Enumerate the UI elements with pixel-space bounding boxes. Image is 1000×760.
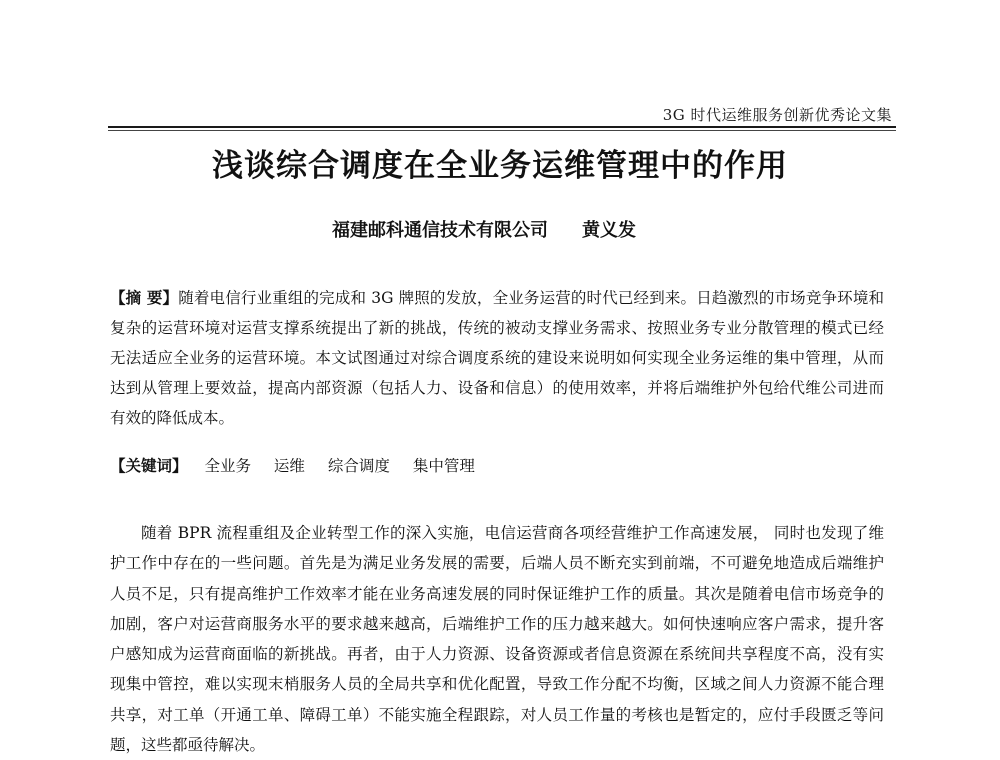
abstract-text: 随着电信行业重组的完成和 3G 牌照的发放，全业务运营的时代已经到来。日趋激烈的市场竞争环境和复杂的运营环境对运营支撑系统提出了新的挑战，传统的被动支撑业务需求、按照业务专业分散管理的模式已经无法适应全业务的运营环境。本文试图通过对综合调度系统的建设来说明如何实现全业务运维的集中管理，从而达到从管理上要效益，提高内部资源（包括人力、设备和信息）的使用效率，并将后端维护外包给代维公司进而有效的降低成本。 <box>110 289 884 427</box>
keyword: 集中管理 <box>412 457 475 475</box>
byline <box>332 216 636 242</box>
header-rule <box>108 126 896 128</box>
keyword: 全业务 <box>204 457 251 475</box>
author: 黄义发 <box>582 220 636 241</box>
running-header: 3G 时代运维服务创新优秀论文集 <box>662 106 892 124</box>
keywords-label: 【关键词】 <box>110 456 188 475</box>
header-rule-thin <box>108 130 896 131</box>
keyword: 综合调度 <box>327 457 390 475</box>
article-title: 浅谈综合调度在全业务运维管理中的作用 <box>212 148 788 184</box>
abstract-label: 【摘 要】 <box>110 288 179 307</box>
abstract <box>110 283 884 433</box>
organization: 福建邮科通信技术有限公司 <box>332 220 548 241</box>
keyword: 运维 <box>273 457 305 475</box>
keywords <box>110 452 884 480</box>
body-paragraph: 随着 BPR 流程重组及企业转型工作的深入实施，电信运营商各项经营维护工作高速发展， 同时也发现了维护工作中存在的一些问题。首先是为满足业务发展的需要，后端人员不断充实到前端，不可避免地造成后端维护人员不足，只有提高维护工作效率才能在业务高速发展的同时保证维护工作的质量。其次是随着电信市场竞争的加剧，客户对运营商服务水平的要求越来越高，后端维护工作的压力越来越大。如何快速响应客户需求，提升客户感知成为运营商面临的新挑战。再者，由于人力资源、设备资源或者信息资源在系统间共享程度不高，没有实现集中管控，难以实现末梢服务人员的全局共享和优化配置，导致工作分配不均衡，区域之间人力资源不能合理共享，对工单（开通工单、障碍工单）不能实施全程跟踪，对人员工作量的考核也是暂定的，应付手段匮乏等问题，这些都亟待解决。 <box>110 524 884 755</box>
